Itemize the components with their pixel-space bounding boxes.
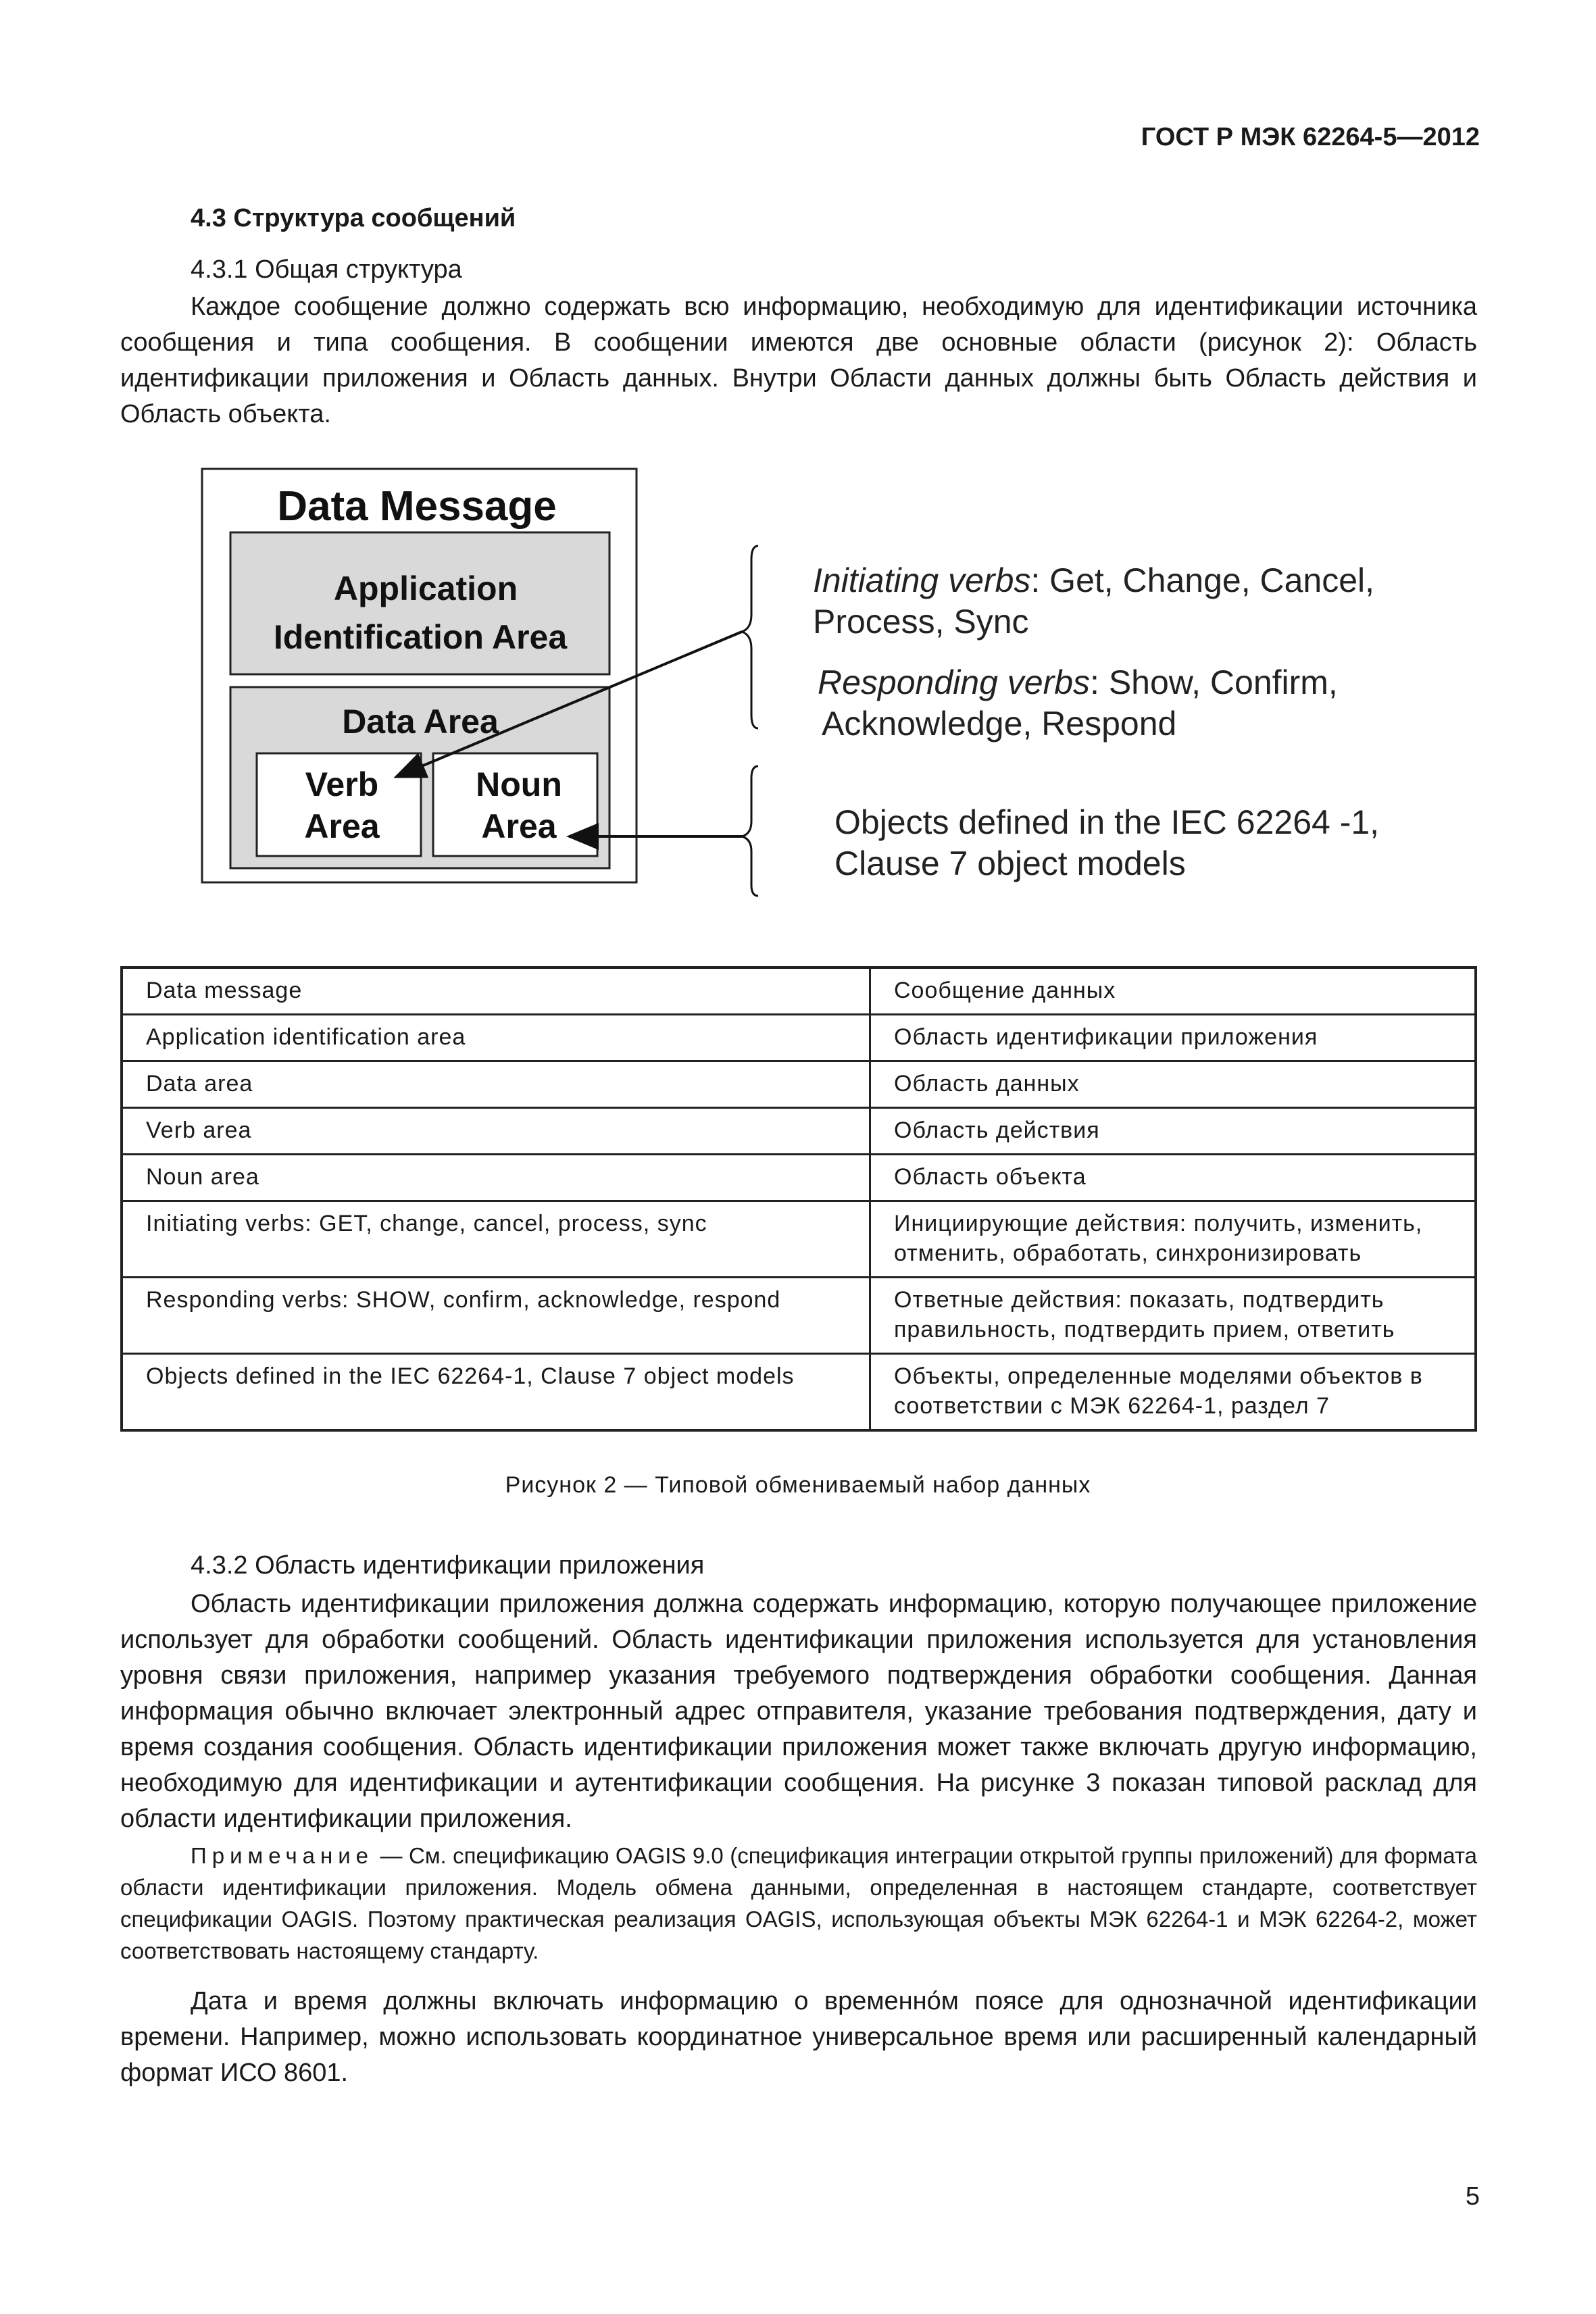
- responding-verbs-label: Responding verbs: [818, 663, 1091, 701]
- application-area-label-2: Identification Area: [273, 618, 568, 656]
- initiating-verbs-list: : Get, Change, Cancel,: [1030, 561, 1375, 599]
- objects-label-2: Clause 7 object models: [834, 845, 1186, 882]
- verbs-brace: [742, 546, 758, 728]
- legend-row: [122, 1201, 1476, 1278]
- legend-term-en: Noun area: [122, 1155, 870, 1201]
- body-paragraph-3: Дата и время должны включать информацию о временно́м поясе для однозначной идентификации времени. Например, можно использовать координатное универсальное время или расширенный календарный формат ИСО 8601.: [120, 1987, 1477, 2087]
- note-paragraph: [120, 1840, 1477, 1967]
- legend-term-ru: Инициирующие действия: получить, изменить, отменить, обработать, синхронизировать: [870, 1201, 1476, 1278]
- legend-term-ru: Сообщение данных: [870, 967, 1476, 1015]
- responding-verbs-list: : Show, Confirm,: [1090, 663, 1338, 701]
- note-text: — См. спецификацию OAGIS 9.0 (спецификация интеграции открытой группы приложений) для формата области идентификации приложения. Модель обмена данными, определенная в настоящем стандарте, соответствует спецификации OAGIS. Поэтому практическая реализация OAGIS, использующая объекты МЭК 62264-1 и МЭК 62264-2, может соответствовать настоящему стандарту.: [120, 1843, 1477, 1963]
- subsection-title-2: 4.3.2 Область идентификации приложения: [191, 1551, 705, 1580]
- legend-row: [122, 1278, 1476, 1354]
- legend-term-ru: Ответные действия: показать, подтвердить правильность, подтвердить прием, ответить: [870, 1278, 1476, 1354]
- objects-label-1: Objects defined in the IEC 62264 -1,: [834, 803, 1380, 841]
- verb-area-label-2: Area: [304, 807, 380, 845]
- figure-legend-table: [120, 966, 1477, 1432]
- noun-area-label-1: Noun: [476, 765, 562, 803]
- legend-row: [122, 1354, 1476, 1431]
- application-area-label-1: Application: [333, 570, 518, 607]
- legend-term-en: Application identification area: [122, 1015, 870, 1061]
- initiating-verbs-label: Initiating verbs: [813, 561, 1031, 599]
- legend-term-en: Initiating verbs: GET, change, cancel, process, sync: [122, 1201, 870, 1278]
- note-label: Примечание: [191, 1843, 374, 1868]
- legend-term-ru: Объекты, определенные моделями объектов в соответствии с МЭК 62264-1, раздел 7: [870, 1354, 1476, 1431]
- legend-term-en: Verb area: [122, 1108, 870, 1155]
- legend-term-ru: Область объекта: [870, 1155, 1476, 1201]
- legend-row: [122, 1155, 1476, 1201]
- legend-term-en: Data area: [122, 1061, 870, 1108]
- body-paragraph: Каждое сообщение должно содержать всю информацию, необходимую для идентификации источника сообщения и типа сообщения. В сообщении имеются две основные области (рисунок 2): Область идентификации приложения и Область данных. Внутри Области данных должны быть Область действия и Область объекта.: [120, 293, 1477, 428]
- legend-row: [122, 1015, 1476, 1061]
- figure-caption: Рисунок 2 — Типовой обмениваемый набор данных: [505, 1472, 1091, 1498]
- verb-area-label-1: Verb: [305, 765, 379, 803]
- legend-term-ru: Область действия: [870, 1108, 1476, 1155]
- responding-verbs-list-2: Acknowledge, Respond: [822, 705, 1177, 743]
- svg-text:Initiating verbs: Get, Change,: [813, 561, 1374, 599]
- body-paragraph-2: Область идентификации приложения должна содержать информацию, которую получающее приложение использует для обработки сообщений. Область идентификации приложения используется для установления уровня связи приложения, например указания требуемого подтверждения обработки сообщения. Данная информация обычно включает электронный адрес отправителя, указание требования подтверждения, дату и время создания сообщения. Область идентификации приложения может также включать другую информацию, необходимую для идентификации и аутентификации сообщения. На рисунке 3 показан типовой расклад для области идентификации приложения.: [120, 1590, 1477, 1833]
- objects-brace: [742, 766, 758, 896]
- svg-text:Responding verbs: Show, Confir: [818, 663, 1338, 701]
- initiating-verbs-list-2: Process, Sync: [813, 603, 1029, 640]
- data-area-label: Data Area: [342, 703, 499, 740]
- legend-term-ru: Область идентификации приложения: [870, 1015, 1476, 1061]
- subsection-title: 4.3.1 Общая структура: [191, 255, 462, 284]
- noun-area-label-2: Area: [481, 807, 557, 845]
- legend-row: [122, 967, 1476, 1015]
- section-title: 4.3 Структура сообщений: [191, 204, 516, 232]
- legend-row: [122, 1061, 1476, 1108]
- legend-term-ru: Область данных: [870, 1061, 1476, 1108]
- legend-term-en: Data message: [122, 967, 870, 1015]
- data-message-title: Data Message: [277, 483, 557, 530]
- document-header: ГОСТ Р МЭК 62264-5—2012: [1141, 123, 1480, 151]
- legend-term-en: Objects defined in the IEC 62264-1, Clause 7 object models: [122, 1354, 870, 1431]
- legend-row: [122, 1108, 1476, 1155]
- legend-term-en: Responding verbs: SHOW, confirm, acknowledge, respond: [122, 1278, 870, 1354]
- page-number: 5: [1465, 2182, 1480, 2211]
